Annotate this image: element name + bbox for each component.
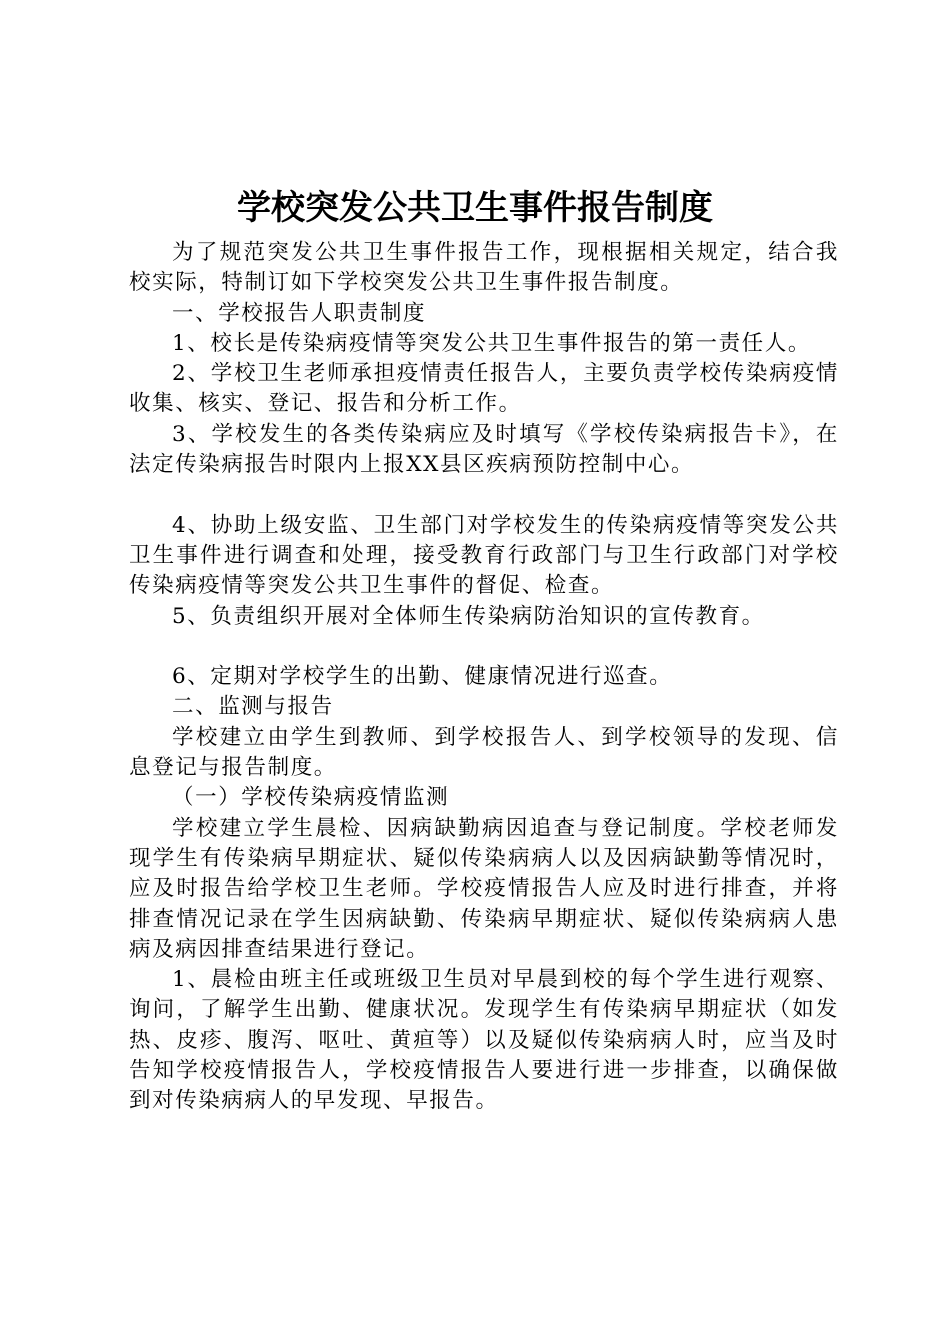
paragraph-morning-check: 1、晨检由班主任或班级卫生员对早晨到校的每个学生进行观察、询问，了解学生出勤、健康状况。发现学生有传染病早期症状（如发热、皮疹、腹泻、呕吐、黄疸等）以及疑似传染病病人时，应当及时告知学校疫情报告人，学校疫情报告人要进行进一步排查，以确保做到对传染病病人的早发现、早报告。 [129, 967, 839, 1114]
paragraph-intro: 为了规范突发公共卫生事件报告工作，现根据相关规定，结合我校实际，特制订如下学校突发公共卫生事件报告制度。 [129, 240, 839, 296]
document-body [129, 238, 839, 1117]
paragraph-item-5: 5、负责组织开展对全体师生传染病防治知识的宣传教育。 [172, 603, 765, 629]
paragraph-item-4: 4、协助上级安监、卫生部门对学校发生的传染病疫情等突发公共卫生事件进行调查和处理，接受教育行政部门与卫生行政部门对学校传染病疫情等突发公共卫生事件的督促、检查。 [129, 512, 839, 599]
section-heading-1: 一、学校报告人职责制度 [172, 300, 427, 326]
blank-line [129, 480, 839, 510]
paragraph-item-6: 6、定期对学校学生的出勤、健康情况进行巡查。 [172, 664, 673, 690]
paragraph-item-3: 3、学校发生的各类传染病应及时填写《学校传染病报告卡》，在法定传染病报告时限内上报XX县区疾病预防控制中心。 [129, 421, 839, 478]
paragraph-item-2: 2、学校卫生老师承担疫情责任报告人，主要负责学校传染病疫情收集、核实、登记、报告和分析工作。 [129, 361, 839, 417]
section-heading-2: 二、监测与报告 [172, 694, 334, 720]
paragraph-monitoring: 学校建立学生晨检、因病缺勤病因追查与登记制度。学校老师发现学生有传染病早期症状、疑似传染病病人以及因病缺勤等情况时，应及时报告给学校卫生老师。学校疫情报告人应及时进行排查，并将排查情况记录在学生因病缺勤、传染病早期症状、疑似传染病病人患病及病因排查结果进行登记。 [129, 815, 839, 962]
document-title: 学校突发公共卫生事件报告制度 [237, 188, 713, 228]
blank-line [129, 632, 839, 662]
subsection-heading-1: （一）学校传染病疫情监测 [172, 785, 450, 811]
paragraph-reporting-system: 学校建立由学生到教师、到学校报告人、到学校领导的发现、信息登记与报告制度。 [129, 724, 839, 781]
paragraph-item-1: 1、校长是传染病疫情等突发公共卫生事件报告的第一责任人。 [172, 330, 811, 356]
